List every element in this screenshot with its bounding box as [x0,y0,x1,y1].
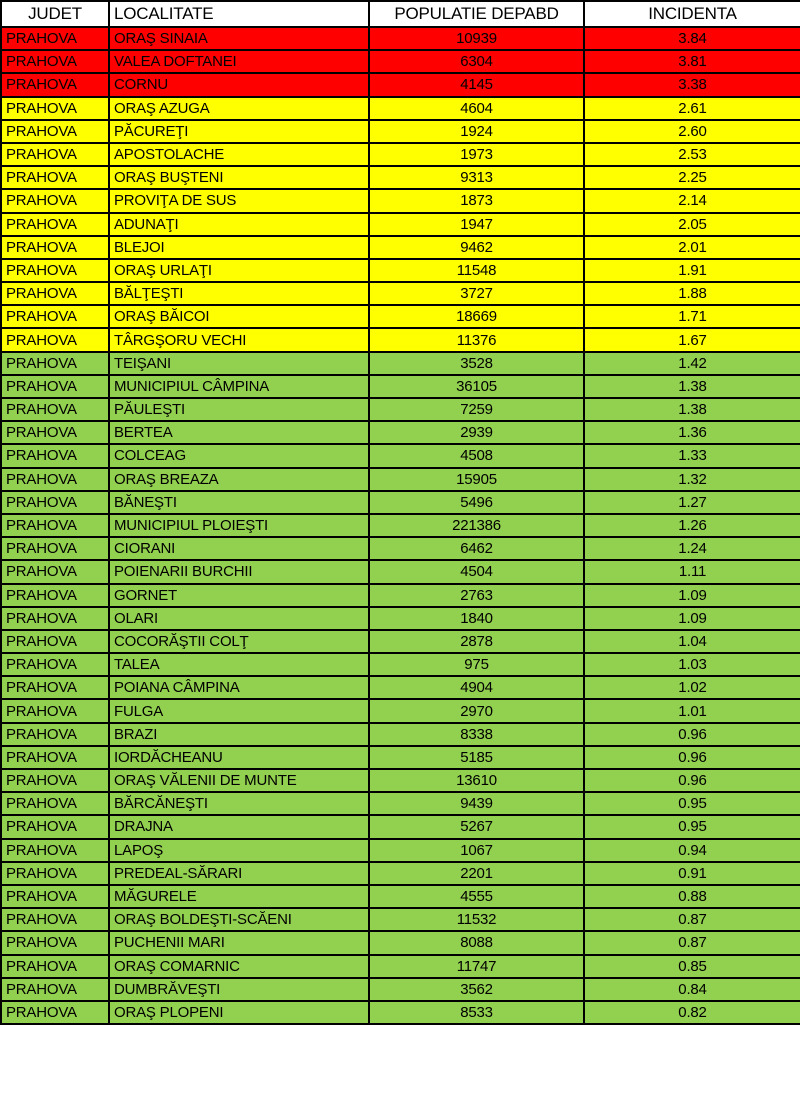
populatie-cell: 1947 [369,213,584,236]
judet-cell: PRAHOVA [1,537,109,560]
populatie-cell: 4904 [369,676,584,699]
populatie-cell: 3562 [369,978,584,1001]
populatie-cell: 4145 [369,73,584,96]
table-row [1,862,800,885]
populatie-cell: 36105 [369,375,584,398]
judet-cell: PRAHOVA [1,166,109,189]
populatie-cell: 18669 [369,305,584,328]
judet-cell: PRAHOVA [1,978,109,1001]
incidenta-cell: 1.09 [584,607,800,630]
localitate-cell: BĂRCĂNEŞTI [109,792,369,815]
table-row [1,491,800,514]
judet-cell: PRAHOVA [1,653,109,676]
populatie-cell: 4508 [369,444,584,467]
localitate-cell: OLARI [109,607,369,630]
table-row [1,236,800,259]
judet-cell: PRAHOVA [1,50,109,73]
header-row [1,1,800,27]
incidenta-cell: 0.87 [584,908,800,931]
localitate-cell: ORAŞ SINAIA [109,27,369,50]
table-row [1,27,800,50]
table-row [1,421,800,444]
judet-cell: PRAHOVA [1,931,109,954]
localitate-cell: ORAŞ VĂLENII DE MUNTE [109,769,369,792]
table-row [1,885,800,908]
table-row [1,746,800,769]
incidenta-cell: 1.67 [584,328,800,351]
table-row [1,97,800,120]
populatie-cell: 1873 [369,189,584,212]
incidenta-cell: 2.14 [584,189,800,212]
localitate-cell: PREDEAL-SĂRARI [109,862,369,885]
populatie-cell: 11376 [369,328,584,351]
table-row [1,166,800,189]
judet-cell: PRAHOVA [1,746,109,769]
table-row [1,839,800,862]
incidenta-cell: 1.42 [584,352,800,375]
table-row [1,584,800,607]
judet-cell: PRAHOVA [1,328,109,351]
populatie-cell: 2878 [369,630,584,653]
table-row [1,352,800,375]
judet-cell: PRAHOVA [1,120,109,143]
localitate-cell: MĂGURELE [109,885,369,908]
table-row [1,50,800,73]
localitate-cell: ORAŞ PLOPENI [109,1001,369,1024]
judet-cell: PRAHOVA [1,908,109,931]
populatie-cell: 8338 [369,723,584,746]
header-judet: JUDET [1,1,109,27]
populatie-cell: 8533 [369,1001,584,1024]
table-row [1,955,800,978]
table-body [1,27,800,1024]
judet-cell: PRAHOVA [1,723,109,746]
judet-cell: PRAHOVA [1,73,109,96]
table-row [1,723,800,746]
table-row [1,282,800,305]
header-incidenta: INCIDENTA [584,1,800,27]
localitate-cell: CIORANI [109,537,369,560]
populatie-cell: 5267 [369,815,584,838]
judet-cell: PRAHOVA [1,1001,109,1024]
judet-cell: PRAHOVA [1,630,109,653]
populatie-cell: 15905 [369,468,584,491]
populatie-cell: 5185 [369,746,584,769]
table-row [1,676,800,699]
table-row [1,653,800,676]
populatie-cell: 1067 [369,839,584,862]
populatie-cell: 1973 [369,143,584,166]
localitate-cell: ORAŞ AZUGA [109,97,369,120]
populatie-cell: 1840 [369,607,584,630]
judet-cell: PRAHOVA [1,444,109,467]
localitate-cell: BĂNEŞTI [109,491,369,514]
table-row [1,1001,800,1024]
table-row [1,213,800,236]
incidenta-cell: 1.02 [584,676,800,699]
localitate-cell: MUNICIPIUL PLOIEŞTI [109,514,369,537]
judet-cell: PRAHOVA [1,305,109,328]
incidenta-cell: 1.27 [584,491,800,514]
populatie-cell: 221386 [369,514,584,537]
populatie-cell: 4604 [369,97,584,120]
judet-cell: PRAHOVA [1,143,109,166]
incidenta-cell: 2.60 [584,120,800,143]
judet-cell: PRAHOVA [1,189,109,212]
incidenta-cell: 1.32 [584,468,800,491]
populatie-cell: 11747 [369,955,584,978]
incidenta-cell: 1.36 [584,421,800,444]
populatie-cell: 7259 [369,398,584,421]
judet-cell: PRAHOVA [1,584,109,607]
localitate-cell: COCORĂŞTII COLŢ [109,630,369,653]
judet-cell: PRAHOVA [1,862,109,885]
localitate-cell: ORAŞ URLAŢI [109,259,369,282]
incidenta-cell: 0.94 [584,839,800,862]
incidenta-cell: 1.03 [584,653,800,676]
judet-cell: PRAHOVA [1,421,109,444]
populatie-cell: 2201 [369,862,584,885]
localitate-cell: ORAŞ BOLDEŞTI-SCĂENI [109,908,369,931]
judet-cell: PRAHOVA [1,236,109,259]
judet-cell: PRAHOVA [1,699,109,722]
incidenta-cell: 1.91 [584,259,800,282]
localitate-cell: BLEJOI [109,236,369,259]
judet-cell: PRAHOVA [1,839,109,862]
incidenta-cell: 1.71 [584,305,800,328]
table-row [1,259,800,282]
incidenta-cell: 2.05 [584,213,800,236]
incidenta-cell: 0.96 [584,723,800,746]
judet-cell: PRAHOVA [1,375,109,398]
localitate-cell: ORAŞ COMARNIC [109,955,369,978]
header-localitate: LOCALITATE [109,1,369,27]
table-row [1,537,800,560]
incidenta-cell: 3.84 [584,27,800,50]
populatie-cell: 6304 [369,50,584,73]
table-row [1,560,800,583]
judet-cell: PRAHOVA [1,955,109,978]
table-row [1,630,800,653]
table-row [1,931,800,954]
incidenta-cell: 0.96 [584,769,800,792]
localitate-cell: BĂLŢEŞTI [109,282,369,305]
localitate-cell: FULGA [109,699,369,722]
incidenta-cell: 0.82 [584,1001,800,1024]
localitate-cell: LAPOŞ [109,839,369,862]
judet-cell: PRAHOVA [1,282,109,305]
incidenta-cell: 2.53 [584,143,800,166]
judet-cell: PRAHOVA [1,213,109,236]
localitate-cell: BERTEA [109,421,369,444]
localitate-cell: ORAŞ BĂICOI [109,305,369,328]
judet-cell: PRAHOVA [1,676,109,699]
table-row [1,792,800,815]
table-row [1,607,800,630]
incidenta-cell: 1.04 [584,630,800,653]
localitate-cell: APOSTOLACHE [109,143,369,166]
judet-cell: PRAHOVA [1,259,109,282]
table-row [1,444,800,467]
populatie-cell: 4504 [369,560,584,583]
judet-cell: PRAHOVA [1,491,109,514]
populatie-cell: 9462 [369,236,584,259]
judet-cell: PRAHOVA [1,468,109,491]
judet-cell: PRAHOVA [1,352,109,375]
populatie-cell: 11548 [369,259,584,282]
populatie-cell: 2970 [369,699,584,722]
judet-cell: PRAHOVA [1,885,109,908]
judet-cell: PRAHOVA [1,815,109,838]
localitate-cell: ORAŞ BUŞTENI [109,166,369,189]
populatie-cell: 9439 [369,792,584,815]
incidenta-cell: 2.25 [584,166,800,189]
localitate-cell: PROVIŢA DE SUS [109,189,369,212]
localitate-cell: GORNET [109,584,369,607]
table-row [1,143,800,166]
localitate-cell: MUNICIPIUL CÂMPINA [109,375,369,398]
localitate-cell: BRAZI [109,723,369,746]
judet-cell: PRAHOVA [1,769,109,792]
table-row [1,73,800,96]
localitate-cell: PĂULEŞTI [109,398,369,421]
judet-cell: PRAHOVA [1,514,109,537]
localitate-cell: TEIŞANI [109,352,369,375]
incidenta-cell: 1.11 [584,560,800,583]
localitate-cell: POIANA CÂMPINA [109,676,369,699]
localitate-cell: IORDĂCHEANU [109,746,369,769]
incidenta-cell: 3.81 [584,50,800,73]
localitate-cell: DRAJNA [109,815,369,838]
table-row [1,328,800,351]
populatie-cell: 11532 [369,908,584,931]
populatie-cell: 975 [369,653,584,676]
localitate-cell: TALEA [109,653,369,676]
incidenta-cell: 1.38 [584,375,800,398]
populatie-cell: 6462 [369,537,584,560]
header-populatie: POPULATIE DEPABD [369,1,584,27]
table-row [1,815,800,838]
judet-cell: PRAHOVA [1,607,109,630]
populatie-cell: 4555 [369,885,584,908]
populatie-cell: 9313 [369,166,584,189]
table-row [1,189,800,212]
localitate-cell: VALEA DOFTANEI [109,50,369,73]
table-row [1,375,800,398]
table-row [1,398,800,421]
incidenta-cell: 0.85 [584,955,800,978]
incidenta-cell: 3.38 [584,73,800,96]
incidenta-cell: 0.88 [584,885,800,908]
incidenta-cell: 1.01 [584,699,800,722]
localitate-cell: DUMBRĂVEŞTI [109,978,369,1001]
table-row [1,305,800,328]
incidenta-cell: 1.33 [584,444,800,467]
incidenta-cell: 0.84 [584,978,800,1001]
localitate-cell: POIENARII BURCHII [109,560,369,583]
table-row [1,769,800,792]
table-row [1,468,800,491]
judet-cell: PRAHOVA [1,792,109,815]
table-row [1,699,800,722]
incidenta-cell: 0.95 [584,792,800,815]
populatie-cell: 8088 [369,931,584,954]
incidenta-cell: 1.38 [584,398,800,421]
populatie-cell: 5496 [369,491,584,514]
table-row [1,978,800,1001]
populatie-cell: 3528 [369,352,584,375]
incidenta-cell: 0.91 [584,862,800,885]
populatie-cell: 1924 [369,120,584,143]
incidenta-cell: 1.26 [584,514,800,537]
judet-cell: PRAHOVA [1,97,109,120]
localitate-cell: TÂRGŞORU VECHI [109,328,369,351]
incidenta-cell: 0.87 [584,931,800,954]
table-row [1,120,800,143]
table-row [1,908,800,931]
localitate-cell: PĂCUREŢI [109,120,369,143]
judet-cell: PRAHOVA [1,398,109,421]
populatie-cell: 2939 [369,421,584,444]
populatie-cell: 10939 [369,27,584,50]
localitate-cell: CORNU [109,73,369,96]
judet-cell: PRAHOVA [1,27,109,50]
incidenta-cell: 1.88 [584,282,800,305]
incidenta-cell: 0.95 [584,815,800,838]
populatie-cell: 13610 [369,769,584,792]
populatie-cell: 3727 [369,282,584,305]
localitate-cell: COLCEAG [109,444,369,467]
populatie-cell: 2763 [369,584,584,607]
localitate-cell: ADUNAŢI [109,213,369,236]
table-row [1,514,800,537]
incidenta-cell: 2.61 [584,97,800,120]
incidenta-cell: 0.96 [584,746,800,769]
judet-cell: PRAHOVA [1,560,109,583]
incidenta-cell: 2.01 [584,236,800,259]
incidenta-cell: 1.24 [584,537,800,560]
localitate-cell: ORAŞ BREAZA [109,468,369,491]
localitate-cell: PUCHENII MARI [109,931,369,954]
incidenta-cell: 1.09 [584,584,800,607]
